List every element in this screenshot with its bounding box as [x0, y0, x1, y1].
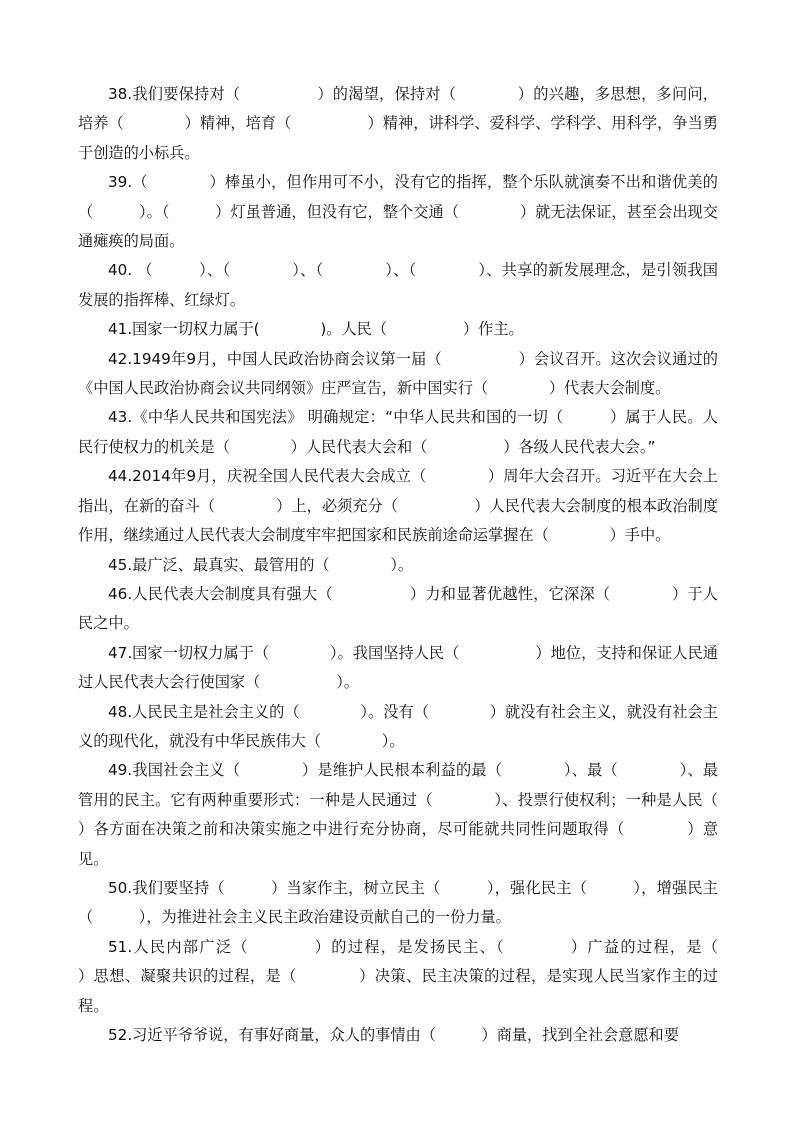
question-51: 51.人民内部广泛（ ）的过程，是发扬民主、（ ）广益的过程，是（ ）思想、凝聚共识的过程，是（ ）决策、民主决策的过程，是实现人民当家作主的过程。 — [78, 937, 764, 1015]
question-41: 41.国家一切权力属于( )。人民（ ）作主。 — [108, 320, 524, 339]
question-43: 43.《中华人民共和国宪法》 明确规定：“中华人民共和国的一切（ ）属于人民。人民行使权力的机关是（ ）人民代表大会和（ ）各级人民代表大会。” — [78, 408, 718, 456]
question-48: 48.人民民主是社会主义的（ ）。没有（ ）就没有社会主义，就没有社会主义的现代化，就没有中华民族伟大（ ）。 — [78, 702, 718, 750]
question-44: 44.2014年9月，庆祝全国人民代表大会成立（ ）周年大会召开。习近平在大会上指出，在新的奋斗（ ）上，必须充分（ ）人民代表大会制度的根本政治制度作用，继续通过人民代表大会制度牢牢把国家和民族前途命运掌握在（ ）手中。 — [78, 467, 718, 545]
question-47: 47.国家一切权力属于（ ）。我国坚持人民（ ）地位，支持和保证人民通过人民代表大会行使国家（ ）。 — [78, 643, 718, 692]
question-50: 50.我们要坚持（ ）当家作主，树立民主（ ），强化民主（ ），增强民主（ ），为推进社会主义民主政治建设贡献自己的一份力量。 — [78, 878, 718, 927]
document-page — [78, 80, 779, 1050]
question-49: 49.我国社会主义（ ）是维护人民根本利益的最（ ）、最（ ）、最管用的民主。它有两种重要形式：一种是人民通过（ ）、投票行使权利；一种是人民（ ）各方面在决策之前和决策实施之中进行充分协商，尽可能就共同性问题取得（ ）意见。 — [78, 761, 779, 868]
question-42: 42.1949年9月，中国人民政治协商会议第一届（ ）会议召开。这次会议通过的《中国人民政治协商会议共同纲领》庄严宣告，新中国实行（ ）代表大会制度。 — [78, 349, 718, 398]
question-52: 52.习近平爷爷说，有事好商量，众人的事情由（ ）商量，找到全社会意愿和要 — [108, 1026, 679, 1044]
question-39: 39.（ ）棒虽小，但作用可不小，没有它的指挥，整个乐队就演奏不出和谐优美的（ ）。（ ）灯虽普通，但没有它，整个交通（ ）就无法保证，甚至会出现交通瘫痪的局面。 — [78, 173, 718, 251]
question-40: 40. （ ）、（ ）、（ ）、（ ）、共享的新发展理念，是引领我国发展的指挥棒、红绿灯。 — [78, 261, 718, 309]
question-45: 45.最广泛、最真实、最管用的（ ）。 — [108, 555, 414, 574]
question-38: 38.我们要保持对（ ）的渴望，保持对（ ）的兴趣，多思想，多问问，培养（ ）精神，培育（ ）精神，讲科学、爱科学、学科学、用科学，争当勇于创造的小标兵。 — [78, 85, 718, 162]
question-46: 46.人民代表大会制度具有强大（ ）力和显著优越性，它深深（ ）于人民之中。 — [78, 584, 718, 633]
